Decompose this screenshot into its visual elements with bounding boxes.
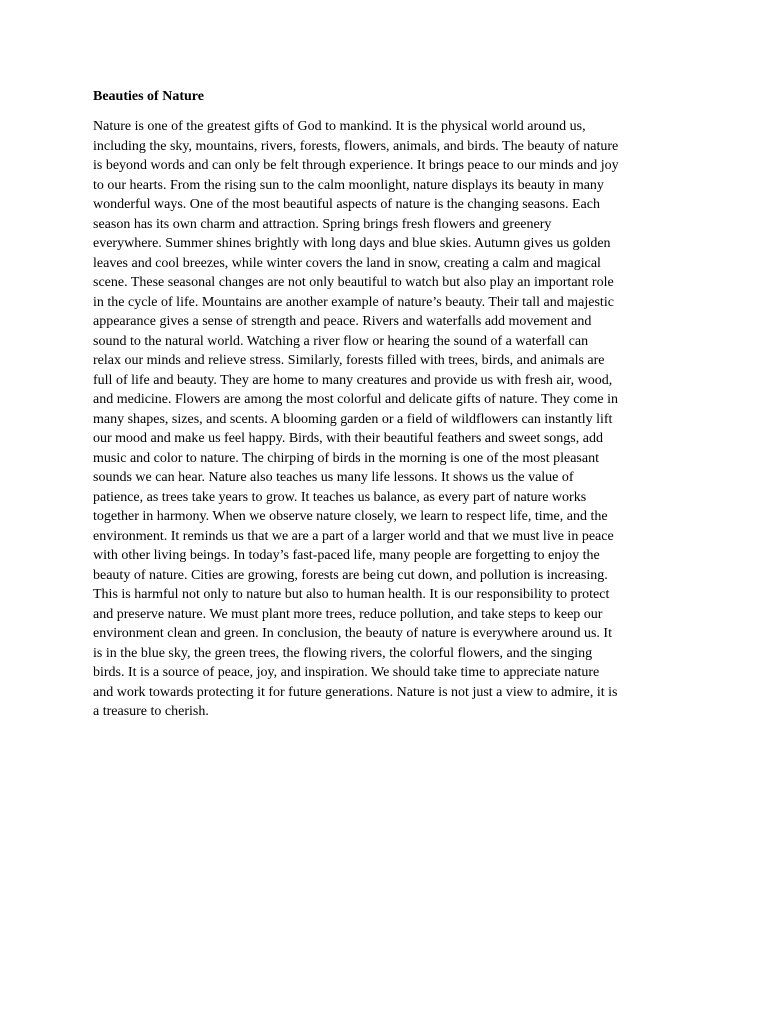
body-line: environment clean and green. In conclusion, the beauty of nature is everywhere around us. It: [93, 626, 612, 641]
body-line: everywhere. Summer shines brightly with long days and blue skies. Autumn gives us golden: [93, 236, 611, 251]
body-line: including the sky, mountains, rivers, forests, flowers, animals, and birds. The beauty of nature: [93, 138, 619, 154]
body-line: and work towards protecting it for future generations. Nature is not just a view to admire, it is: [93, 684, 618, 700]
body-line: full of life and beauty. They are home to many creatures and provide us with fresh air, wood,: [93, 372, 613, 388]
body-line: sounds we can hear. Nature also teaches us many life lessons. It shows us the value of: [93, 470, 574, 485]
body-line: environment. It reminds us that we are a part of a larger world and that we must live in peace: [93, 528, 614, 544]
body-line: birds. It is a source of peace, joy, and inspiration. We should take time to appreciate nature: [93, 665, 600, 680]
body-line: together in harmony. When we observe nature closely, we learn to respect life, time, and the: [93, 509, 608, 524]
body-line: to our hearts. From the rising sun to the calm moonlight, nature displays its beauty in many: [93, 177, 604, 193]
body-line: sound to the natural world. Watching a river flow or hearing the sound of a waterfall can: [93, 333, 589, 349]
body-line: music and color to nature. The chirping of birds in the morning is one of the most pleasant: [93, 450, 599, 466]
body-line: leaves and cool breezes, while winter covers the land in snow, creating a calm and magical: [93, 255, 601, 271]
body-line: scene. These seasonal changes are not only beautiful to watch but also play an important role: [93, 275, 614, 290]
body-line: with other living beings. In today’s fast-paced life, many people are forgetting to enjoy the: [93, 548, 600, 563]
document-title: Beauties of Nature: [93, 89, 204, 104]
body-line: our mood and make us feel happy. Birds, with their beautiful feathers and sweet songs, add: [93, 431, 603, 446]
body-line: season has its own charm and attraction. Spring brings fresh flowers and greenery: [93, 216, 552, 232]
body-line: a treasure to cherish.: [93, 704, 209, 719]
body-line: and medicine. Flowers are among the most colorful and delicate gifts of nature. They come in: [93, 392, 618, 407]
body-line: patience, as trees take years to grow. It teaches us balance, as every part of nature works: [93, 489, 587, 505]
body-line: wonderful ways. One of the most beautiful aspects of nature is the changing seasons. Each: [93, 197, 600, 212]
body-line: is in the blue sky, the green trees, the flowing rivers, the colorful flowers, and the singing: [93, 645, 593, 661]
body-line: This is harmful not only to nature but also to human health. It is our responsibility to protect: [93, 587, 610, 602]
body-line: appearance gives a sense of strength and peace. Rivers and waterfalls add movement and: [93, 314, 592, 329]
body-line: many shapes, sizes, and scents. A blooming garden or a field of wildflowers can instantly lift: [93, 411, 613, 427]
body-line: in the cycle of life. Mountains are another example of nature’s beauty. Their tall and majestic: [93, 294, 614, 310]
body-line: beauty of nature. Cities are growing, forests are being cut down, and pollution is increasing.: [93, 567, 608, 583]
body-line: Nature is one of the greatest gifts of God to mankind. It is the physical world around us,: [93, 119, 586, 134]
body-line: relax our minds and relieve stress. Similarly, forests filled with trees, birds, and animals are: [93, 353, 605, 368]
document-body: [93, 117, 693, 722]
body-line: and preserve nature. We must plant more trees, reduce pollution, and take steps to keep our: [93, 606, 603, 622]
body-line: is beyond words and can only be felt through experience. It brings peace to our minds and joy: [93, 158, 619, 173]
